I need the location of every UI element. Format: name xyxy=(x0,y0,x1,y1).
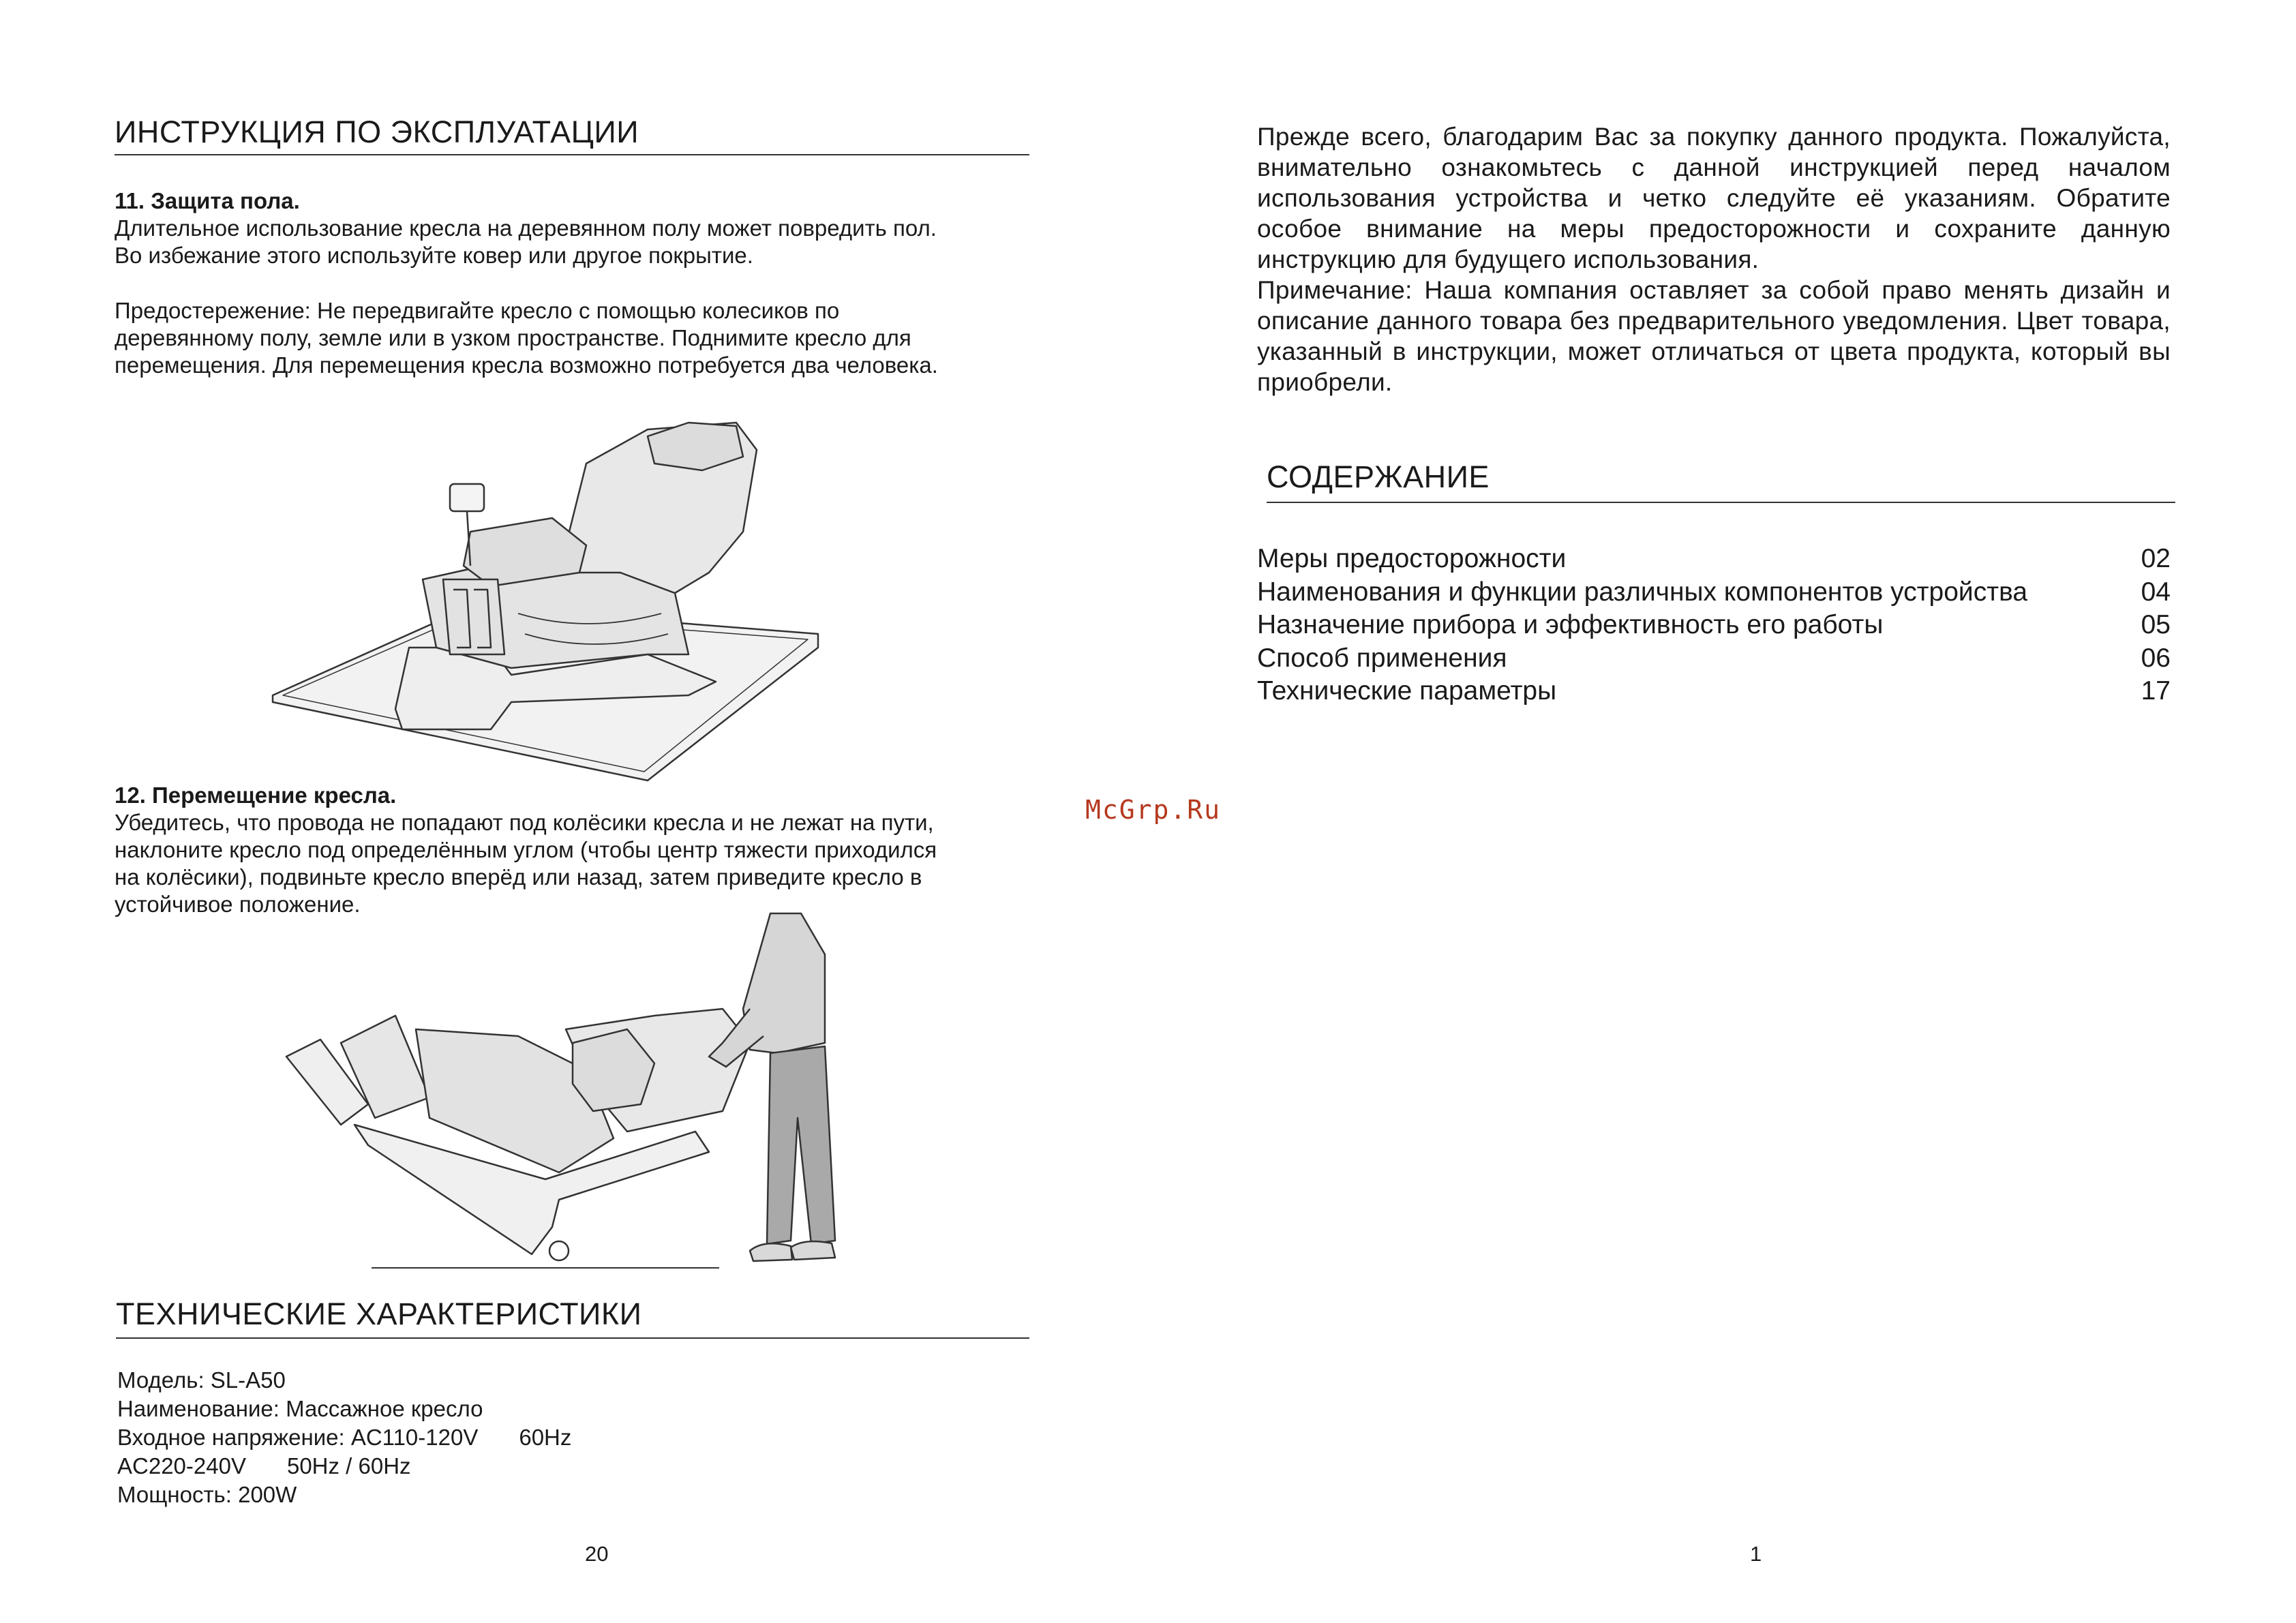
toc-label: Меры предосторожности xyxy=(1257,544,1567,573)
section-12-text xyxy=(115,809,937,918)
toc-page: 06 xyxy=(2141,643,2171,673)
intro-paragraph: Прежде всего, благодарим Вас за покупку данного продукта. Пожалуйста, внимательно ознакомьтесь с данной инструкцией перед началом использования устройства и четко следуйте её указаниям. Обратите особое внимание на меры предосторожности и сохраните данную инструкцию для будущего использования. xyxy=(1257,123,2171,273)
toc-label: Наименования и функции различных компонентов устройства xyxy=(1257,577,2028,607)
spec-voltage-2 xyxy=(117,1452,571,1481)
text-line: наклоните кресло под определённым углом (чтобы центр тяжести приходился xyxy=(115,837,937,862)
specs-title: ТЕХНИЧЕСКИЕ ХАРАКТЕРИСТИКИ xyxy=(116,1296,642,1331)
toc-label: Технические параметры xyxy=(1257,676,1557,706)
watermark: McGrp.Ru xyxy=(1085,795,1222,825)
text-line: Длительное использование кресла на деревянном полу может повредить пол. xyxy=(115,215,937,241)
remote-panel xyxy=(450,484,484,511)
toc-item[interactable] xyxy=(1257,675,2171,708)
toc-item[interactable] xyxy=(1257,642,2171,676)
table-of-contents xyxy=(1257,543,2171,708)
text-line: перемещения. Для перемещения кресла возможно потребуется два человека. xyxy=(115,352,938,378)
voltage-2-value: AC220-240V xyxy=(117,1453,246,1478)
toc-label: Назначение прибора и эффективность его работы xyxy=(1257,610,1884,639)
toc-label: Способ применения xyxy=(1257,643,1507,673)
specs-list xyxy=(117,1366,571,1509)
toc-page: 02 xyxy=(2141,544,2171,573)
contents-title: СОДЕРЖАНИЕ xyxy=(1267,459,1490,494)
section-11-caution xyxy=(115,297,938,379)
spec-model: Модель: SL-A50 xyxy=(117,1367,286,1393)
voltage-2-frequency: 50Hz / 60Hz xyxy=(286,1453,411,1478)
text-line: устойчивое положение. xyxy=(115,892,361,917)
voltage-1-value: Входное напряжение: AC110-120V xyxy=(117,1425,479,1450)
manual-title: ИНСТРУКЦИЯ ПО ЭКСПЛУАТАЦИИ xyxy=(115,115,639,149)
text-line: Во избежание этого используйте ковер или другое покрытие. xyxy=(115,243,753,268)
spec-power: Мощность: 200W xyxy=(117,1482,297,1507)
moving-chair-illustration xyxy=(273,913,859,1281)
toc-page: 04 xyxy=(2141,577,2171,607)
spec-name: Наименование: Массажное кресло xyxy=(117,1396,483,1421)
chair-leg-rest xyxy=(443,579,504,654)
person-legs xyxy=(767,1046,835,1244)
section-12-heading: 12. Перемещение кресла. xyxy=(115,783,397,808)
section-11-heading: 11. Защита пола. xyxy=(115,188,300,213)
contents-rule xyxy=(1267,502,2175,503)
chair-wheel xyxy=(549,1241,569,1260)
toc-page: 05 xyxy=(2141,610,2171,639)
chair-on-mat-illustration xyxy=(266,409,825,791)
specs-rule xyxy=(116,1337,1029,1339)
person-shoe-back xyxy=(750,1243,792,1261)
voltage-1-frequency: 60Hz xyxy=(519,1425,572,1450)
page-number-left: 20 xyxy=(585,1542,609,1566)
toc-item[interactable] xyxy=(1257,609,2171,642)
toc-page: 17 xyxy=(2141,676,2171,706)
intro-text xyxy=(1257,121,2171,397)
text-line: Предостережение: Не передвигайте кресло с помощью колесиков по xyxy=(115,298,840,323)
title-rule xyxy=(115,154,1029,155)
toc-item[interactable] xyxy=(1257,543,2171,576)
text-line: деревянному полу, земле или в узком пространстве. Поднимите кресло для xyxy=(115,325,911,350)
text-line: Убедитесь, что провода не попадают под колёсики кресла и не лежат на пути, xyxy=(115,810,934,835)
section-11-text xyxy=(115,215,937,269)
person-shoe-front xyxy=(791,1241,835,1260)
spec-voltage-1 xyxy=(117,1423,571,1452)
note-paragraph: Примечание: Наша компания оставляет за собой право менять дизайн и описание данного товара без предварительного уведомления. Цвет товара, указанный в инструкции, может отличаться от цвета продукта, который вы приобрели. xyxy=(1257,276,2171,396)
toc-item[interactable] xyxy=(1257,576,2171,609)
text-line: на колёсики), подвиньте кресло вперёд или назад, затем приведите кресло в xyxy=(115,864,922,890)
page-number-right: 1 xyxy=(1750,1542,1762,1566)
